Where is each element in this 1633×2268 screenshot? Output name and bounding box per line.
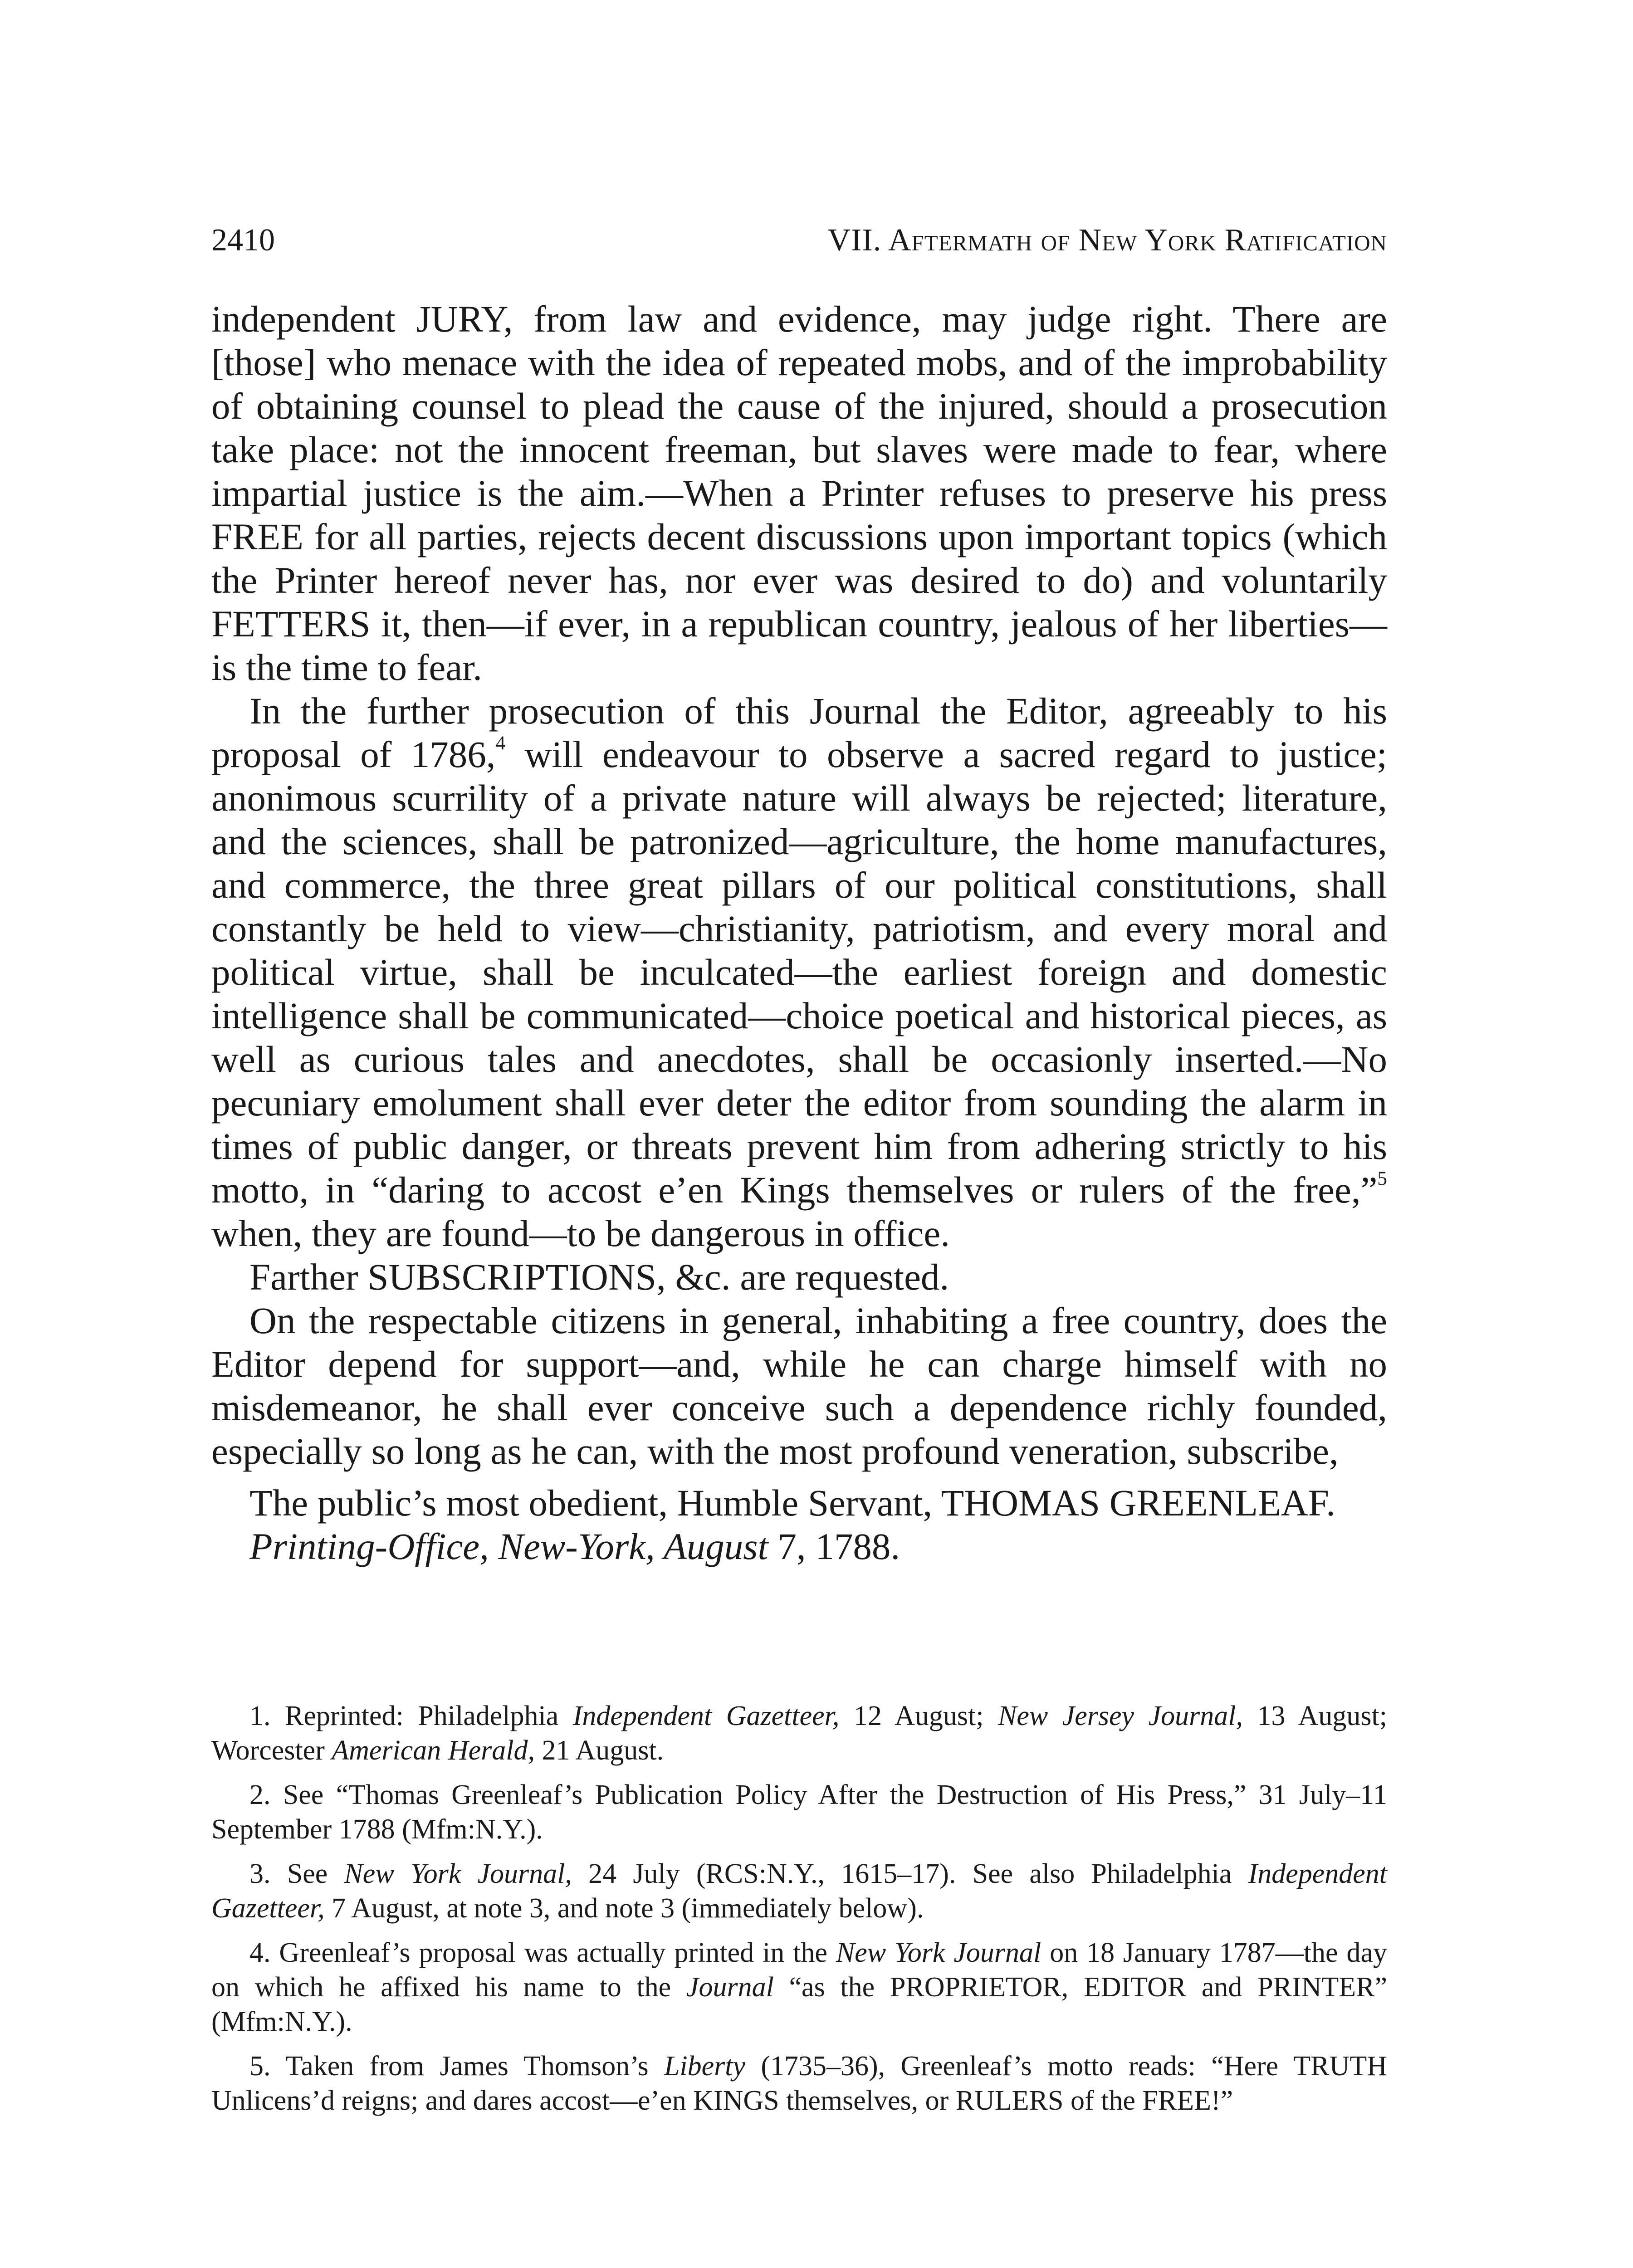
footnote-1-italic-3: American Herald, (332, 1735, 535, 1766)
dateline-date: 7, 1788. (768, 1525, 900, 1567)
running-head (211, 218, 1387, 263)
footnote-ref-4: 4 (495, 733, 506, 754)
footnote-1-text-d: 21 August. (534, 1735, 664, 1766)
footnote-2: 2. See “Thomas Greenleaf’s Publication Policy After the Destruction of His Press,” 31 July–11 September 1788 (Mfm:N.Y.). (211, 1779, 1387, 1845)
footnote-4-text-b: on 18 January 1787—the day on which he affixed his name to the (211, 1937, 1387, 2003)
dateline (249, 1525, 1387, 1568)
paragraph-2-part-a: In the further prosecution of this Journal the Editor, agreeably to his proposal of 1786, (211, 690, 1387, 775)
footnote-4 (211, 1936, 1387, 2039)
footnote-4-italic-1: New York Journal (836, 1937, 1041, 1968)
footnote-ref-5: 5 (1377, 1168, 1387, 1190)
paragraph-2 (211, 689, 1387, 1255)
footnote-4-text-a: 4. Greenleaf’s proposal was actually printed in the (249, 1937, 836, 1968)
paragraph-2-part-b: will endeavour to observe a sacred regard to justice; anonimous scurrility of a private nature will always be rejected; literature, and the sciences, shall be patronized—agriculture, the home manufactures, and commerce, the three great pillars of our political constitutions, shall constantly be held to view—christianity, patriotism, and every moral and political virtue, shall be inculcated—the earliest foreign and domestic intelligence shall be communicated—choice poetical and historical pieces, as well as curious tales and anecdotes, shall be occasionly inserted.—No pecuniary emolument shall ever deter the editor from sounding the alarm in times of public danger, or threats prevent him from adhering strictly to his motto, in “daring to accost e’en Kings themselves or rulers of the free,” (211, 733, 1387, 1211)
footnote-5-text-a: 5. Taken from James Thomson’s (249, 2051, 664, 2082)
footnote-1-italic-1: Independent Gazetteer, (572, 1701, 840, 1731)
footnote-4-text-c: “as the PROPRIETOR, EDITOR and PRINTER” (Mfm:N.Y.). (211, 1972, 1387, 2037)
footnote-1-text-c: 13 August; Worcester (211, 1701, 1388, 1766)
footnotes (211, 1699, 1387, 2128)
footnote-3 (211, 1857, 1387, 1926)
footnote-3-text-a: 3. See (249, 1858, 344, 1889)
paragraph-3: Farther SUBSCRIPTIONS, &c. are requested. (249, 1256, 949, 1298)
page-number: 2410 (211, 223, 275, 258)
paragraph-4: On the respectable citizens in general, inhabiting a free country, does the Editor depend for support—and, while he can charge himself with no misdemeanor, he shall ever conceive such a dependence richly founded, especially so long as he can, with the most profound veneration, subscribe, (211, 1300, 1387, 1472)
footnote-1-text-b: 12 August; (839, 1701, 998, 1731)
footnote-3-text-b: 24 July (RCS:N.Y., 1615–17). See also Philadelphia (572, 1858, 1248, 1889)
footnote-3-italic-2: Independent Gazetteer, (211, 1858, 1387, 1924)
footnote-1 (211, 1699, 1387, 1768)
signature-block (211, 1481, 1387, 1568)
footnote-3-italic-1: New York Journal, (344, 1858, 572, 1889)
footnote-1-italic-2: New Jersey Journal, (997, 1701, 1243, 1731)
signature-line: The public’s most obedient, Humble Servant, THOMAS GREENLEAF. (249, 1482, 1335, 1524)
dateline-italic: Printing-Office, New-York, August (249, 1525, 768, 1567)
paragraph-1: independent JURY, from law and evidence, may judge right. There are [those] who menace with the idea of repeated mobs, and of the improbability of obtaining counsel to plead the cause of the injured, should a prosecution take place: not the innocent freeman, but slaves were made to fear, where impartial justice is the aim.—When a Printer refuses to preserve his press FREE for all parties, rejects decent discussions upon important topics (which the Printer hereof never has, nor ever was desired to do) and voluntarily FETTERS it, then—if ever, in a republican country, jealous of her liberties—is the time to fear. (211, 298, 1387, 688)
main-text (211, 297, 1387, 1568)
footnote-5-text-b: (1735–36), Greenleaf’s motto reads: “Here TRUTH Unlicens’d reigns; and dares accost—e’en KINGS themselves, or RULERS of the FREE!” (211, 2051, 1387, 2116)
running-title: VII. Aftermath of New York Ratification (827, 223, 1387, 258)
footnote-5 (211, 2049, 1387, 2118)
footnote-3-text-c: 7 August, at note 3, and note 3 (immediately below). (324, 1893, 924, 1924)
footnote-5-italic-1: Liberty (664, 2051, 746, 2082)
footnote-1-text-a: 1. Reprinted: Philadelphia (249, 1701, 573, 1731)
footnote-4-italic-2: Journal (686, 1972, 774, 2003)
paragraph-2-part-c: when, they are found—to be dangerous in office. (211, 1212, 950, 1254)
